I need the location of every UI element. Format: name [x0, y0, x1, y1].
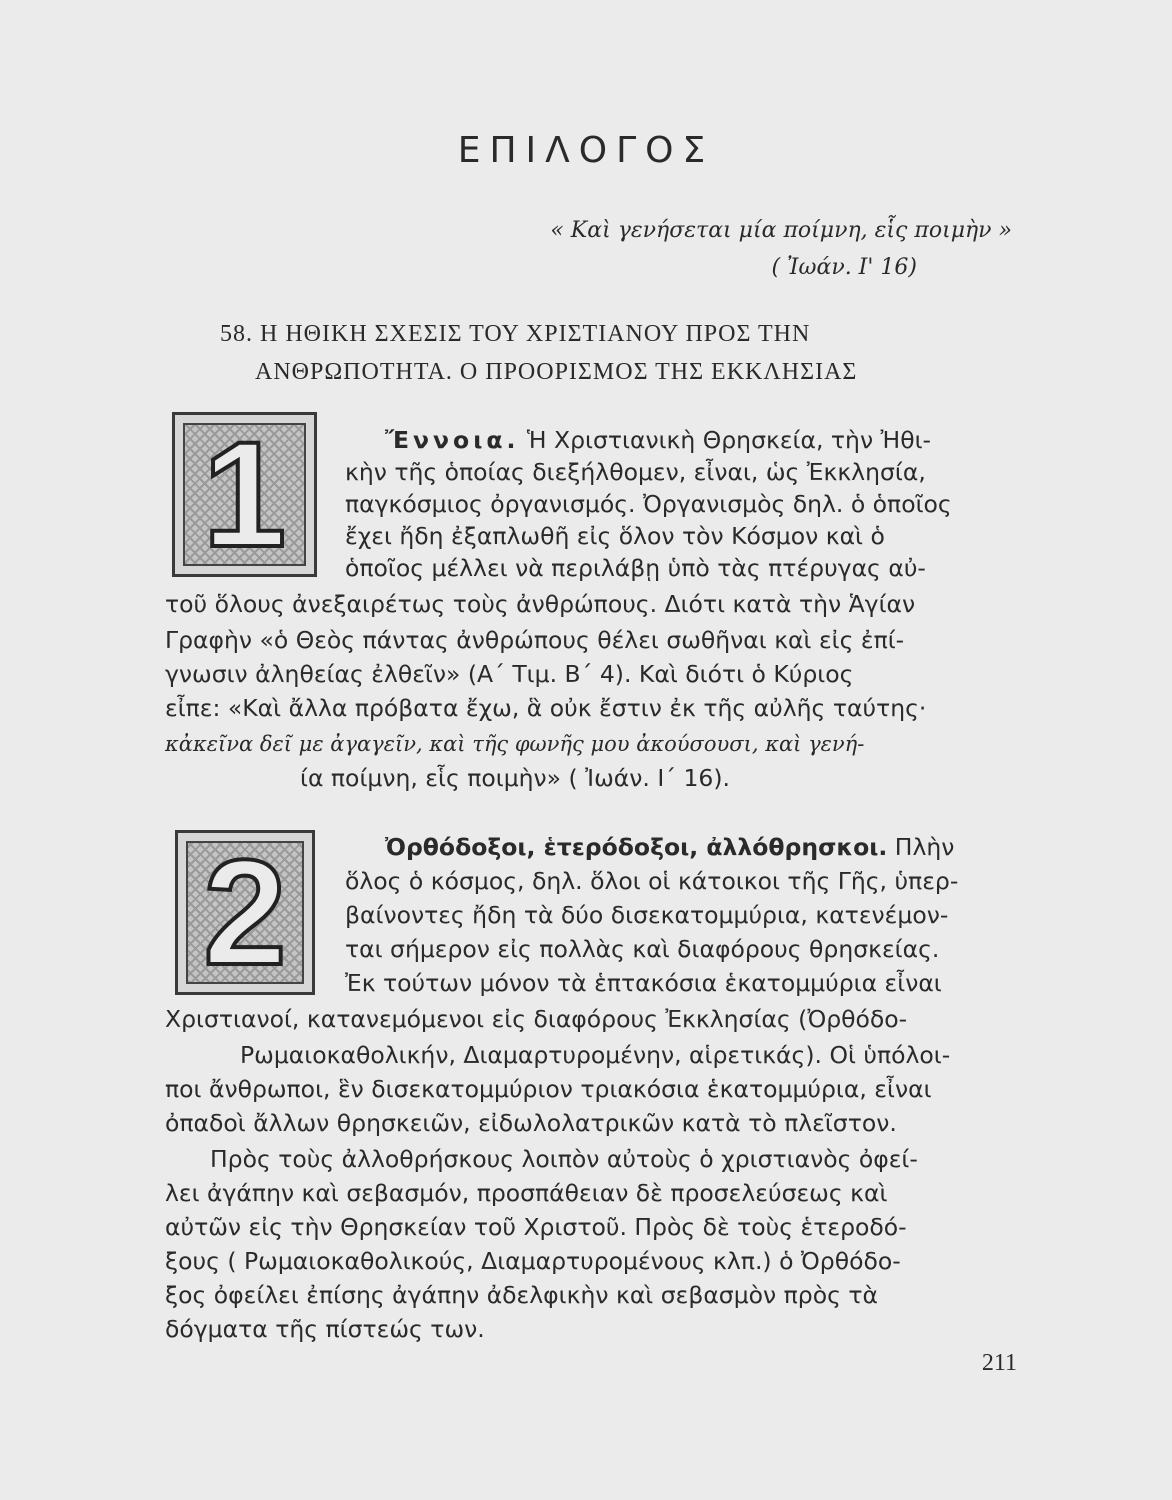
section-title-line-1: 58. Η ΗΘΙΚΗ ΣΧΕΣΙΣ ΤΟΥ ΧΡΙΣΤΙΑΝΟΥ ΠΡΟΣ ΤΗΝ — [220, 321, 811, 347]
paragraph-2-line: βαίνοντες ἤδη τὰ δύο δισεκατομμύρια, κατενέμον- — [345, 901, 949, 929]
page-number: 211 — [981, 1350, 1017, 1376]
paragraph-1-line: ἔχει ἤδη ἐξαπλωθῆ εἰς ὅλον τὸν Κόσμον καὶ ὁ — [345, 522, 885, 550]
paragraph-2-line: ὅλος ὁ κόσμος, δηλ. ὅλοι οἱ κάτοικοι τῆς Γῆς, ὑπερ- — [345, 867, 959, 895]
paragraph-2-line: Ἐκ τούτων μόνον τὰ ἑπτακόσια ἑκατομμύρια εἶναι — [345, 969, 942, 997]
paragraph-1-line: κὴν τῆς ὁποίας διεξήλθομεν, εἶναι, ὡς Ἐκκλησία, — [345, 458, 926, 486]
drop-cap-initial-1 — [172, 412, 317, 577]
paragraph-1-text: Ἡ Χριστιανικὴ Θρησκεία, τὴν Ἠθι- — [526, 426, 932, 454]
section-title — [220, 315, 1000, 391]
paragraph-2-line: Χριστιανοί, κατανεμόμενοι εἰς διαφόρους Ἐκκλησίας (Ὀρθόδο- — [165, 1005, 908, 1033]
drop-cap-glyph: 1 — [202, 410, 287, 578]
paragraph-2-line: ται σήμερον εἰς πολλὰς καὶ διαφόρους θρησκείας. — [345, 935, 940, 963]
drop-cap-initial-2 — [175, 830, 315, 995]
paragraph-1-line: παγκόσμιος ὀργανισμός. Ὀργανισμὸς δηλ. ὁ ὁποῖος — [345, 490, 952, 518]
paragraph-2-line — [385, 832, 954, 862]
chapter-heading: ΕΠΙΛΟΓΟΣ — [457, 130, 715, 171]
paragraph-3-line: Πρὸς τοὺς ἀλλοθρήσκους λοιπὸν αὐτοὺς ὁ χριστιανὸς ὀφεί- — [210, 1145, 918, 1173]
epigraph-reference: ( Ἰωάν. Ι' 16) — [771, 255, 917, 280]
paragraph-1-line: εἶπε: «Καὶ ἄλλα πρόβατα ἔχω, ἃ οὐκ ἔστιν ἐκ τῆς αὐλῆς ταύτης· — [165, 694, 927, 722]
paragraph-2-line: ὀπαδοὶ ἄλλων θρησκειῶν, εἰδωλολατρικῶν κατὰ τὸ πλεῖστον. — [165, 1109, 897, 1137]
paragraph-3-line: λει ἀγάπην καὶ σεβασμόν, προσπάθειαν δὲ προσελεύσεως καὶ — [165, 1179, 888, 1207]
section-title-line-2: ΑΝΘΡΩΠΟΤΗΤΑ. Ο ΠΡΟΟΡΙΣΜΟΣ ΤΗΣ ΕΚΚΛΗΣΙΑΣ — [255, 359, 858, 385]
paragraph-1-line: ία ποίμνη, εἷς ποιμὴν» ( Ἰωάν. Ι΄ 16). — [300, 764, 731, 792]
paragraph-2-line: Ρωμαιοκαθολικήν, Διαμαρτυρομένην, αἱρετικάς). Οἱ ὑπόλοι- — [240, 1041, 951, 1069]
epigraph-quote: « Καὶ γενήσεται μία ποίμνη, εἷς ποιμὴν » — [550, 218, 1012, 243]
paragraph-3-line: δόγματα τῆς πίστεώς των. — [165, 1315, 485, 1343]
paragraph-2-heading: Ὀρθόδοξοι, ἑτερόδοξοι, ἀλλόθρησκοι. — [385, 833, 888, 861]
paragraph-1-heading: Ἔννοια. — [385, 426, 520, 454]
paragraph-1-line: κἀκεῖνα δεῖ με ἀγαγεῖν, καὶ τῆς φωνῆς μου ἀκούσουσι, καὶ γενή- — [165, 732, 865, 756]
paragraph-1-line: τοῦ ὅλους ἀνεξαιρέτως τοὺς ἀνθρώπους. Διότι κατὰ τὴν Ἁγίαν — [165, 590, 916, 618]
paragraph-1-line — [385, 425, 931, 455]
drop-cap-glyph: 2 — [203, 828, 287, 996]
paragraph-3-line: αὐτῶν εἰς τὴν Θρησκείαν τοῦ Χριστοῦ. Πρὸς δὲ τοὺς ἑτεροδό- — [165, 1213, 907, 1241]
paragraph-2-text: Πλὴν — [894, 833, 955, 861]
paragraph-1-line: Γραφὴν «ὁ Θεὸς πάντας ἀνθρώπους θέλει σωθῆναι καὶ εἰς ἐπί- — [165, 626, 905, 654]
paragraph-2-line: ποι ἄνθρωποι, ἓν δισεκατομμύριον τριακόσια ἑκατομμύρια, εἶναι — [165, 1075, 932, 1103]
paragraph-3-line: ξους ( Ρωμαιοκαθολικούς, Διαμαρτυρομένους κλπ.) ὁ Ὀρθόδο- — [165, 1247, 901, 1275]
paragraph-1-line: γνωσιν ἀληθείας ἐλθεῖν» (Α΄ Τιμ. Β΄ 4). Καὶ διότι ὁ Κύριος — [165, 660, 854, 688]
paragraph-3-line: ξος ὀφείλει ἐπίσης ἀγάπην ἀδελφικὴν καὶ σεβασμὸν πρὸς τὰ — [165, 1281, 878, 1309]
paragraph-1-line: ὁποῖος μέλλει νὰ περιλάβῃ ὑπὸ τὰς πτέρυγας αὐ- — [345, 554, 926, 582]
